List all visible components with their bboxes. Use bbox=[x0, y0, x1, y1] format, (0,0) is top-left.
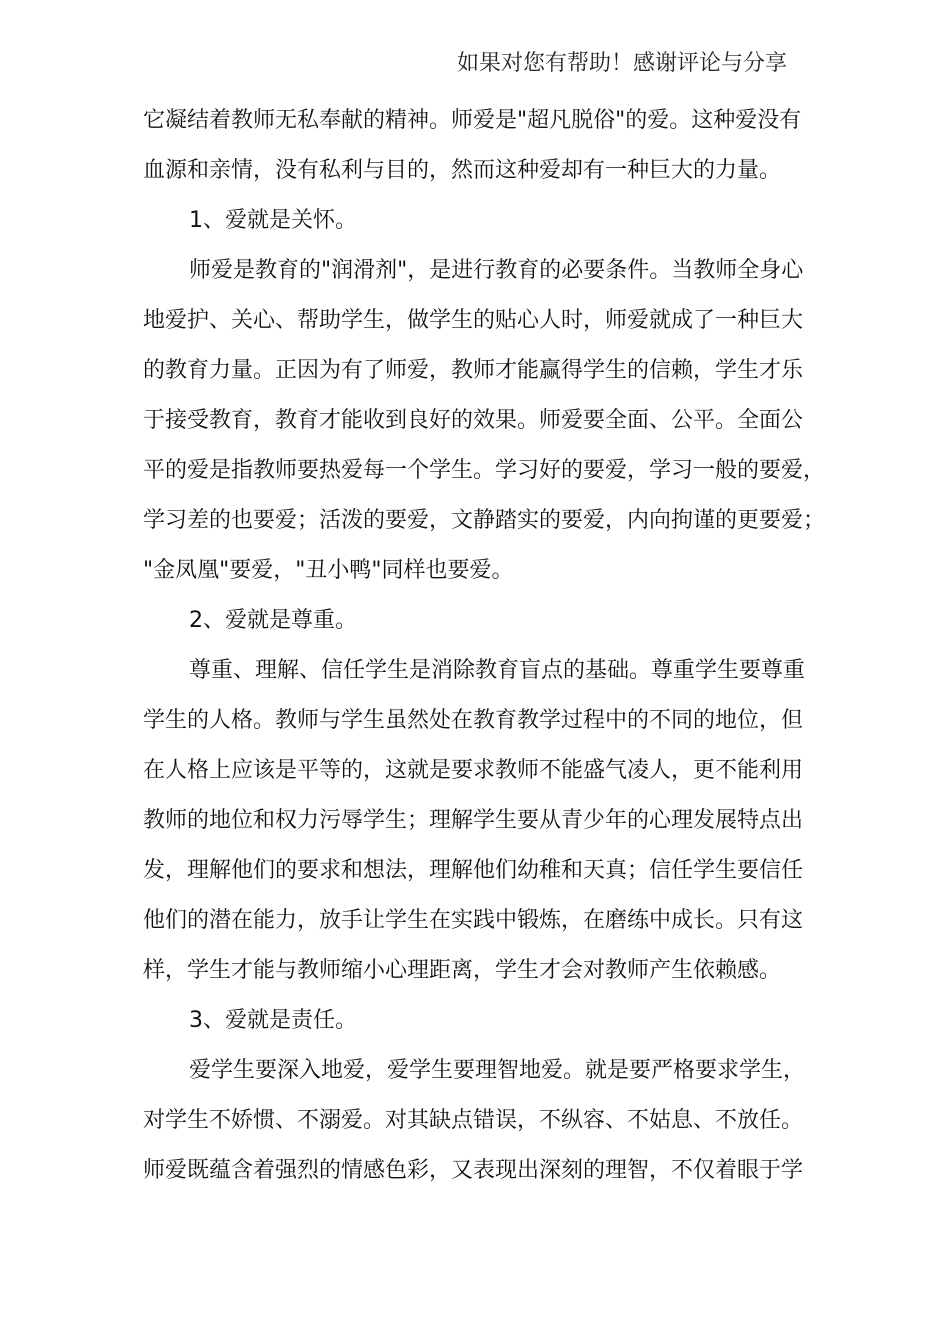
text-line: 师爱既蕴含着强烈的情感色彩，又表现出深刻的理智，不仅着眼于学 bbox=[143, 1158, 804, 1183]
text-line: 在人格上应该是平等的，这就是要求教师不能盛气凌人，更不能利用 bbox=[143, 758, 804, 783]
paragraph-start-line: 师爱是教育的"润滑剂"，是进行教育的必要条件。当教师全身心 bbox=[189, 258, 804, 283]
text-line: 血源和亲情，没有私利与目的，然而这种爱却有一种巨大的力量。 bbox=[143, 158, 782, 183]
text-line: 的教育力量。正因为有了师爱，教师才能赢得学生的信赖，学生才乐 bbox=[143, 358, 804, 383]
text-line: 于接受教育，教育才能收到良好的效果。师爱要全面、公平。全面公 bbox=[143, 408, 804, 433]
text-line: 地爱护、关心、帮助学生，做学生的贴心人时，师爱就成了一种巨大 bbox=[143, 308, 804, 333]
section-heading: 1、爱就是关怀。 bbox=[189, 208, 357, 233]
text-line: 发，理解他们的要求和想法，理解他们幼稚和天真；信任学生要信任 bbox=[143, 858, 804, 883]
paragraph-start-line: 尊重、理解、信任学生是消除教育盲点的基础。尊重学生要尊重 bbox=[189, 658, 806, 683]
text-line: 平的爱是指教师要热爱每一个学生。学习好的要爱，学习一般的要爱， bbox=[143, 458, 826, 483]
text-line: 他们的潜在能力，放手让学生在实践中锻炼，在磨练中成长。只有这 bbox=[143, 908, 804, 933]
text-line: 学习差的也要爱；活泼的要爱，文静踏实的要爱，内向拘谨的更要爱； bbox=[143, 508, 826, 533]
document-body bbox=[143, 96, 826, 1196]
text-line: 学生的人格。教师与学生虽然处在教育教学过程中的不同的地位，但 bbox=[143, 708, 804, 733]
text-line: 它凝结着教师无私奉献的精神。师爱是"超凡脱俗"的爱。这种爱没有 bbox=[143, 108, 802, 133]
header-note: 如果对您有帮助！感谢评论与分享 bbox=[457, 51, 788, 76]
text-line: 教师的地位和权力污辱学生；理解学生要从青少年的心理发展特点出 bbox=[143, 808, 804, 833]
text-line: 样，学生才能与教师缩小心理距离，学生才会对教师产生依赖感。 bbox=[143, 958, 782, 983]
text-line: 对学生不娇惯、不溺爱。对其缺点错误，不纵容、不姑息、不放任。 bbox=[143, 1108, 804, 1133]
section-heading: 2、爱就是尊重。 bbox=[189, 608, 357, 633]
paragraph-start-line: 爱学生要深入地爱，爱学生要理智地爱。就是要严格要求学生， bbox=[189, 1058, 806, 1083]
text-line: "金凤凰"要爱，"丑小鸭"同样也要爱。 bbox=[143, 558, 514, 583]
section-heading: 3、爱就是责任。 bbox=[189, 1008, 357, 1033]
